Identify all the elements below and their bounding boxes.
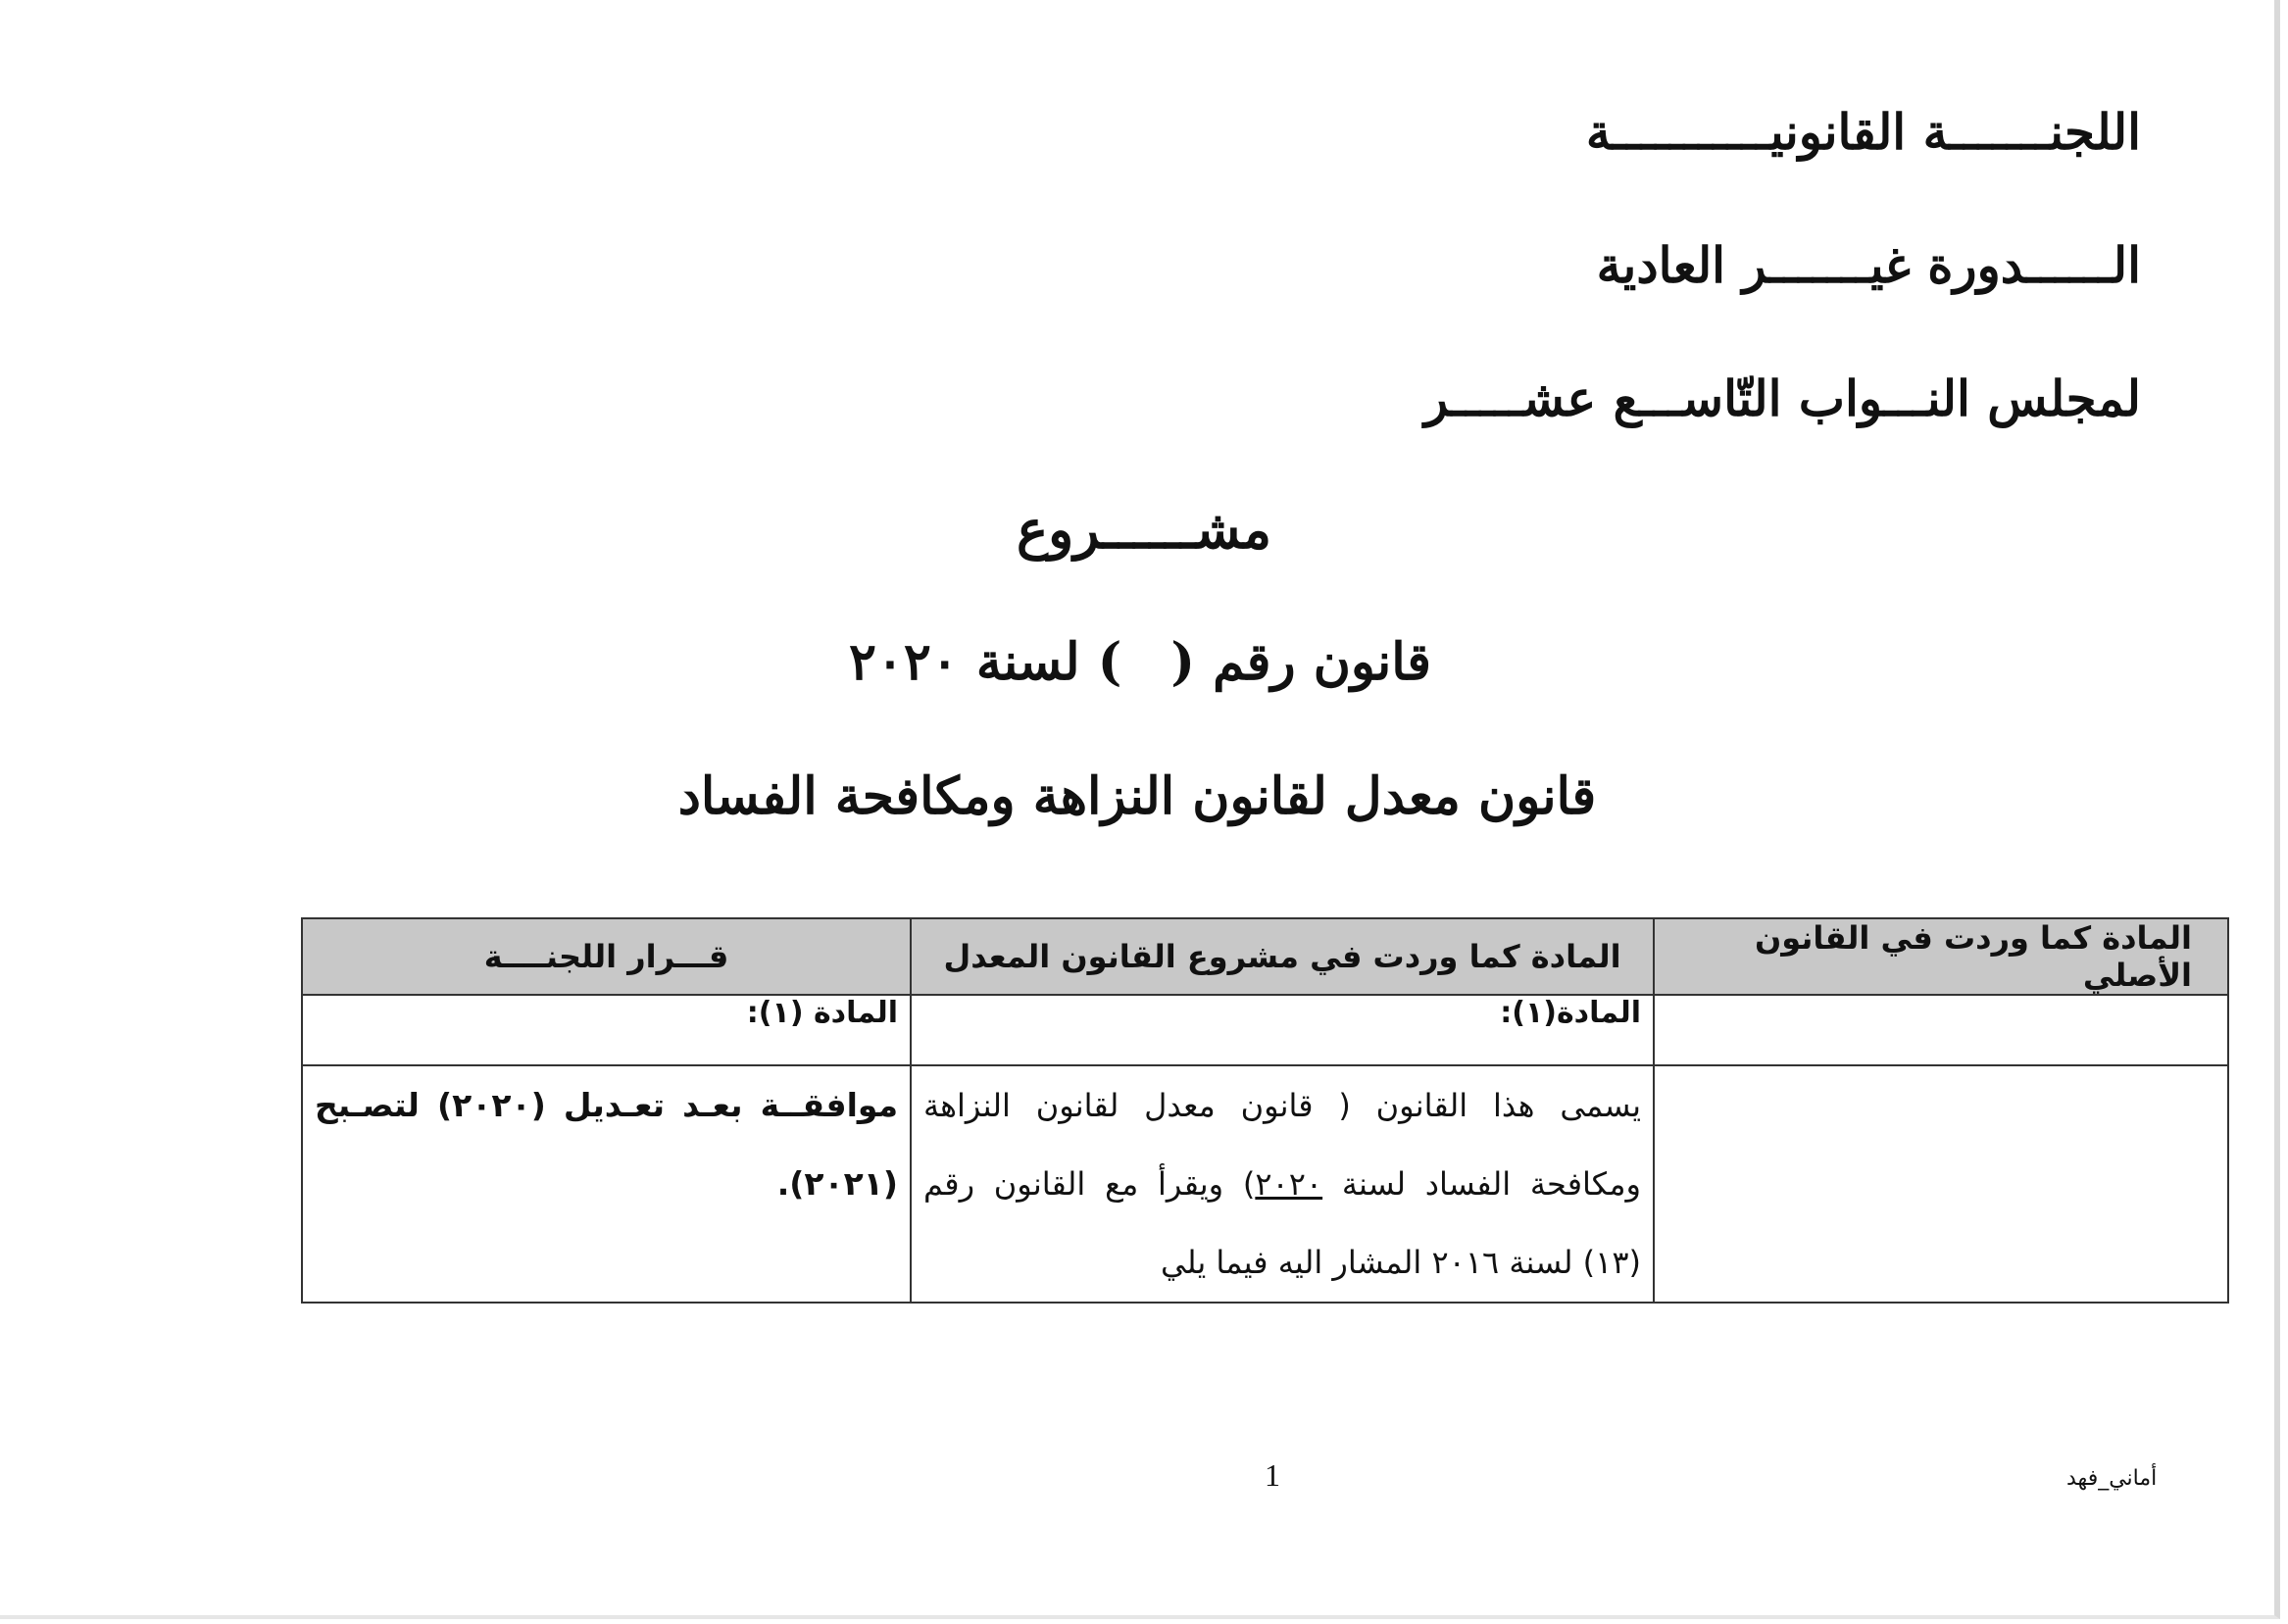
law-number-title bbox=[132, 632, 2148, 692]
law-name-title: قانون معدل لقانون النزاهة ومكافحة الفساد bbox=[677, 766, 1597, 826]
header-original-law: المادة كما وردت في القانون الأصلي bbox=[1654, 918, 2228, 995]
table-row bbox=[302, 1065, 2228, 1303]
table-row bbox=[302, 995, 2228, 1065]
cell-body-draft bbox=[911, 1065, 1654, 1303]
table-header-row bbox=[302, 918, 2228, 995]
draft-title: مشــــــروع bbox=[1016, 498, 1272, 561]
cell-article-decision: المادة (١): bbox=[302, 995, 911, 1065]
council-name: لمجلس النـــواب التّاســـع عشـــــر bbox=[1423, 369, 2141, 427]
draft-text-part2: ) ويقرأ مع القانون رقم (١٣) لسنة ٢٠١٦ المشار اليه فيما يلي bbox=[923, 1165, 1641, 1281]
cell-article-original bbox=[1654, 995, 2228, 1065]
law-number-suffix: ) لسنة ٢٠٢٠ bbox=[849, 632, 1122, 692]
page-number: 1 bbox=[1265, 1457, 1280, 1493]
header-committee-decision: قـــرار اللجنــــة bbox=[302, 918, 911, 995]
law-number-prefix: قانون رقم ( bbox=[1170, 632, 1431, 692]
cell-body-original bbox=[1654, 1065, 2228, 1303]
session-name: الــــــدورة غيـــــــر العادية bbox=[1596, 236, 2141, 294]
draft-year-underlined: ٢٠٢٠ bbox=[1255, 1165, 1323, 1203]
committee-name: اللجنـــــــة القانونيـــــــــــة bbox=[1585, 103, 2141, 161]
typist-initials: أماني_فهد bbox=[2066, 1466, 2158, 1491]
header-block bbox=[1423, 88, 2141, 488]
cell-body-decision: موافقــة بعـد تعـديل (٢٠٢٠) لتصـبح (٢٠٢١). bbox=[302, 1065, 911, 1303]
draft-text-part1: يسمى هذا القانون ( قانون معدل لقانون النزاهة ومكافحة الفساد لسنة bbox=[923, 1087, 1642, 1203]
cell-article-draft: المادة(١): bbox=[911, 995, 1654, 1065]
header-draft-law: المادة كما وردت في مشروع القانون المعدل bbox=[911, 918, 1654, 995]
comparison-table bbox=[301, 917, 2229, 1304]
